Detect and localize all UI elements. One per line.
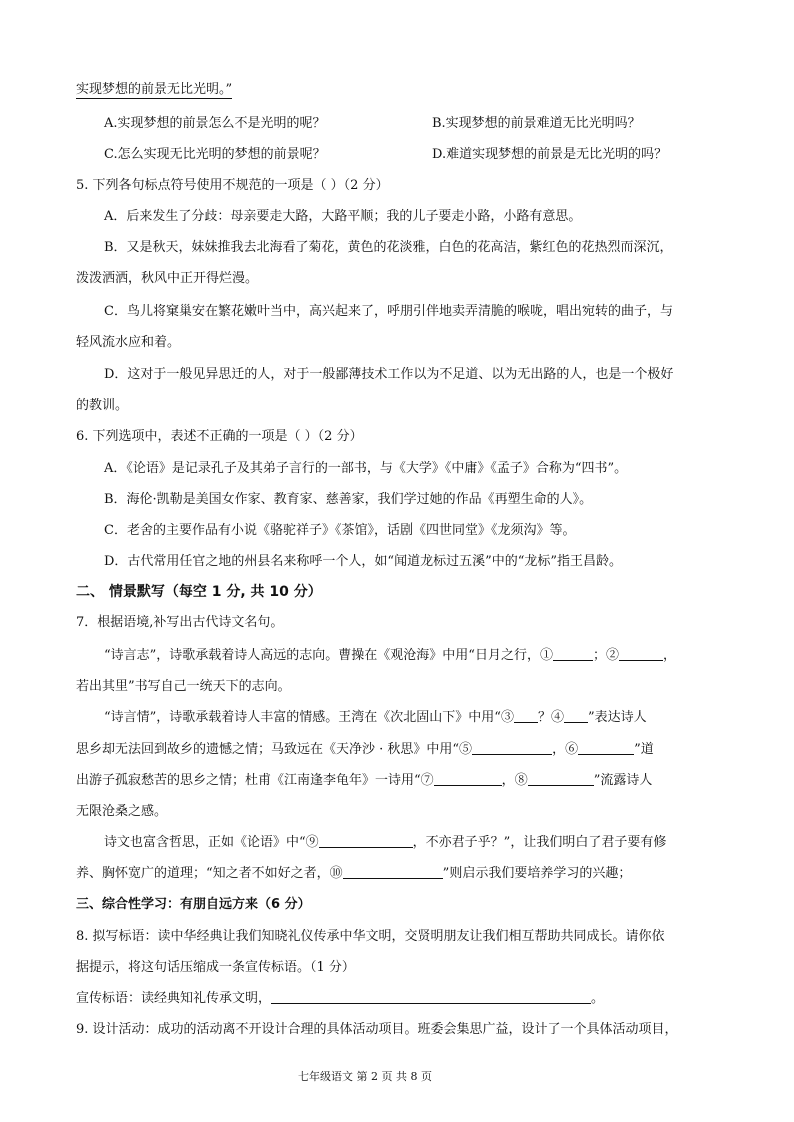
q7-text: ”则启示我们要培养学习的兴趣； xyxy=(442,866,632,881)
answer-blank-1[interactable] xyxy=(553,648,593,661)
answer-blank-7[interactable] xyxy=(434,773,502,786)
blank-marker-7: ⑦ xyxy=(420,773,434,788)
q7-text: 出游子孤寂愁苦的思乡之情；杜甫《江南逢李龟年》一诗用“ xyxy=(76,773,421,788)
q4-option-b: B.实现梦想的前景难道无比光明吗？ xyxy=(432,116,641,131)
blank-marker-2: ② xyxy=(605,648,619,663)
q7-text: ”流露诗人 xyxy=(593,773,653,788)
q7-paragraph-1-line1 xyxy=(104,648,676,664)
q7-text: 思乡却无法回到故乡的遗憾之情；马致远在《天净沙 · 秋思》中用“ xyxy=(76,742,460,757)
q7-paragraph-3-line1 xyxy=(104,835,666,851)
blank-marker-4: ④ xyxy=(550,710,564,725)
q7-paragraph-1-line2: 若出其里”书写自己一统天下的志向。 xyxy=(76,679,291,694)
slogan-end: 。 xyxy=(591,991,605,1006)
page-footer: 七年级语文 第 2 页 共 8 页 xyxy=(298,1070,432,1083)
section-2-heading: 二、 情景默写（每空 1 分, 共 10 分） xyxy=(76,584,322,600)
q7-text: ”表达诗人 xyxy=(588,710,647,725)
answer-blank-4[interactable] xyxy=(564,710,588,723)
q5-option-b-line2: 泼泼洒洒，秋风中正开得烂漫。 xyxy=(76,271,259,286)
section-3-heading: 三、综合性学习：有朋自远方来（6 分） xyxy=(76,897,311,912)
q7-text: 养、胸怀宽广的道理；“知之者不如好之者， xyxy=(76,866,330,881)
answer-blank-5[interactable] xyxy=(472,742,552,755)
q7-text: “诗言志”，诗歌承载着诗人高远的志向。曹操在《观沧海》中用“日月之行， xyxy=(104,648,540,663)
answer-blank-6[interactable] xyxy=(578,742,634,755)
answer-blank-2[interactable] xyxy=(619,648,663,661)
blank-marker-8: ⑧ xyxy=(514,773,528,788)
blank-marker-1: ① xyxy=(539,648,553,663)
q7-paragraph-3-line2 xyxy=(76,866,631,882)
q4-option-a: A.实现梦想的前景怎么不是光明的呢？ xyxy=(104,116,326,131)
answer-blank-3[interactable] xyxy=(514,710,538,723)
blank-marker-5: ⑤ xyxy=(459,742,473,757)
q7-paragraph-2-line1 xyxy=(104,710,647,726)
q5-option-c-line1: C．鸟儿将窠巢安在繁花嫩叶当中，高兴起来了，呼朋引伴地卖弄清脆的喉咙，唱出宛转的曲子，与 xyxy=(104,304,673,319)
answer-blank-10[interactable] xyxy=(343,866,443,879)
q6-option-c: C．老舍的主要作品有小说《骆驼祥子》《茶馆》，话剧《四世同堂》《龙须沟》等。 xyxy=(104,523,576,538)
q6-option-b: B．海伦·凯勒是美国女作家、教育家、慈善家，我们学过她的作品《再塑生命的人》。 xyxy=(104,492,593,507)
q5-stem: 5. 下列各句标点符号使用不规范的一项是（ ）（2 分） xyxy=(76,178,389,193)
q7-paragraph-2-line4: 无限沧桑之感。 xyxy=(76,804,168,819)
q7-paragraph-2-line2 xyxy=(76,742,654,758)
q7-stem: 7．根据语境,补写出古代诗文名句。 xyxy=(76,615,284,630)
q6-stem: 6. 下列选项中，表述不正确的一项是（ ）（2 分） xyxy=(76,429,363,444)
q9-line1: 9. 设计活动：成功的活动离不开设计合理的具体活动项目。班委会集思广益，设计了一个具体活动项目， xyxy=(76,1022,678,1037)
q7-text: ， xyxy=(552,742,566,757)
blank-marker-9: ⑨ xyxy=(305,835,319,850)
q4-option-c: C.怎么实现无比光明的梦想的前景呢？ xyxy=(104,147,326,162)
q7-text: ”道 xyxy=(634,742,654,757)
q7-text: ，不亦君子乎？”，让我们明白了君子要有修 xyxy=(412,835,667,850)
answer-blank-8[interactable] xyxy=(528,773,594,786)
q6-option-d: D．古代常用任官之地的州县名来称呼一个人，如“闻道龙标过五溪”中的“龙标”指王昌龄。 xyxy=(104,554,623,569)
slogan-label: 宣传标语：读经典知礼传承文明， xyxy=(76,991,272,1006)
q4-option-d: D.难道实现梦想的前景是无比光明的吗？ xyxy=(432,147,668,162)
q5-option-b-line1: B．又是秋天，妹妹推我去北海看了菊花，黄色的花淡雅，白色的花高洁，紫红色的花热烈而深沉， xyxy=(104,240,673,255)
q7-text: ； xyxy=(592,648,606,663)
q4-stem-tail: 实现梦想的前景无比光明。” xyxy=(76,82,233,97)
q7-text: ， xyxy=(663,648,677,663)
q7-text: 诗文也富含哲思，正如《论语》中“ xyxy=(104,835,306,850)
q7-text: ， xyxy=(501,773,515,788)
q5-option-d-line1: D．这对于一般见异思迁的人，对于一般鄙薄技术工作以为不足道、以为无出路的人，也是一个极好 xyxy=(104,367,674,382)
slogan-answer-blank[interactable] xyxy=(271,991,591,1004)
blank-marker-3: ③ xyxy=(500,710,514,725)
q8-line1: 8. 拟写标语：读中华经典让我们知晓礼仪传承中华文明，交贤明朋友让我们相互帮助共同成长。请你依 xyxy=(76,929,665,944)
q5-option-d-line2: 的教训。 xyxy=(76,398,129,413)
answer-blank-9[interactable] xyxy=(319,835,413,848)
q5-option-a: A．后来发生了分歧：母亲要走大路，大路平顺；我的儿子要走小路，小路有意思。 xyxy=(104,209,582,224)
q6-option-a: A．《论语》是记录孔子及其弟子言行的一部书，与《大学》《中庸》《孟子》合称为“四书”。 xyxy=(104,461,628,476)
q7-paragraph-2-line3 xyxy=(76,773,652,789)
q8-slogan-line xyxy=(76,991,604,1007)
q7-text: “诗言情”，诗歌承载着诗人丰富的情感。王湾在《次北固山下》中用“ xyxy=(104,710,501,725)
q8-line2: 据提示，将这句话压缩成一条宣传标语。（1 分） xyxy=(76,960,355,975)
blank-marker-6: ⑥ xyxy=(565,742,579,757)
q5-option-c-line2: 轻风流水应和着。 xyxy=(76,335,181,350)
q7-text: ？ xyxy=(537,710,551,725)
blank-marker-10: ⑩ xyxy=(329,866,343,881)
